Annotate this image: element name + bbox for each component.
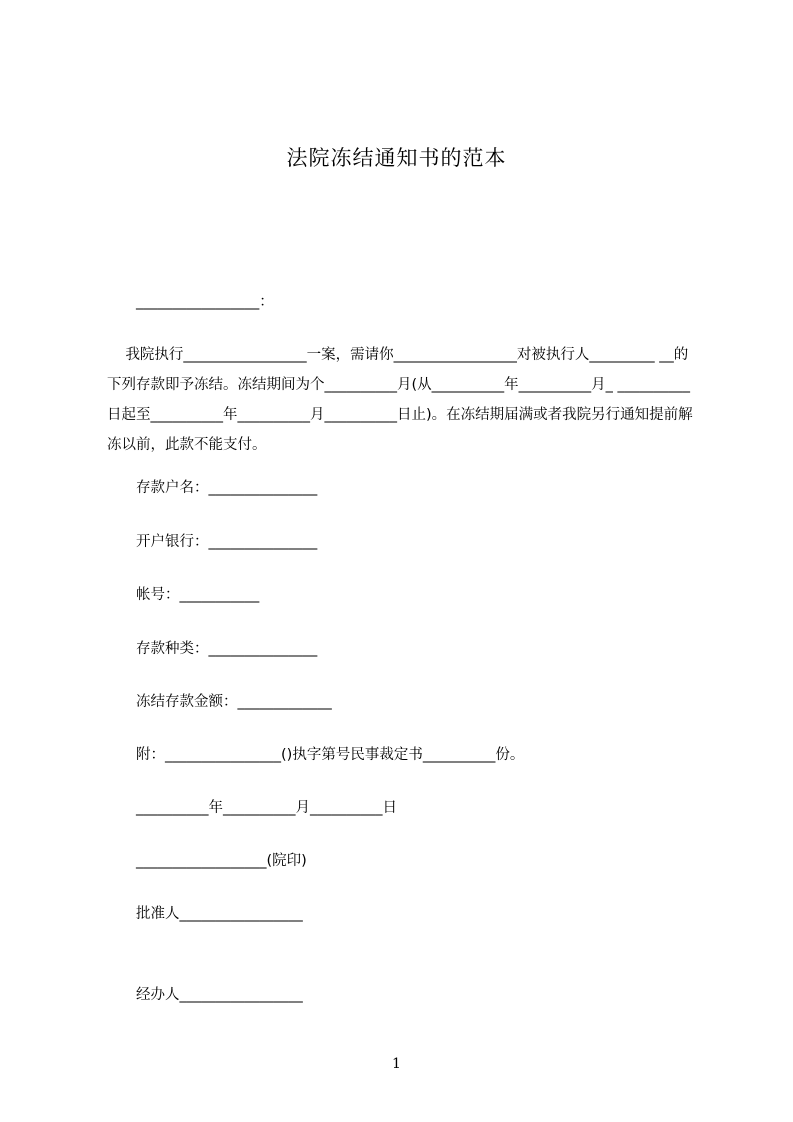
account-name-field: 存款户名：_______________ xyxy=(136,480,318,496)
addressee-line: _________________： xyxy=(136,294,274,310)
date-line: __________年__________月__________日 xyxy=(136,800,397,816)
handler-line: 经办人_________________ xyxy=(136,987,303,1003)
attachment-line: 附：________________()执字第号民事裁定书__________份。 xyxy=(136,747,525,763)
seal-line: __________________(院印) xyxy=(136,853,307,869)
frozen-amount-field: 冻结存款金额：_____________ xyxy=(136,694,332,710)
page-title: 法院冻结通知书的范本 xyxy=(286,146,507,170)
page-number: 1 xyxy=(392,1056,401,1072)
deposit-type-field: 存款种类：_______________ xyxy=(136,641,318,657)
approver-line: 批准人_________________ xyxy=(136,906,303,922)
bank-field: 开户银行：_______________ xyxy=(136,534,318,550)
body-paragraph: 我院执行_________________一案，需请你_________________对被执行人_________ __的下列存款即予冻结。冻结期间为个__________月(从__________年__________月_ __________日起至__________年__________月__________日止)。在冻结期届满或者我院另行通知提前解冻以前，此款不能支付。 xyxy=(107,347,693,453)
account-number-field: 帐号：___________ xyxy=(136,587,260,603)
